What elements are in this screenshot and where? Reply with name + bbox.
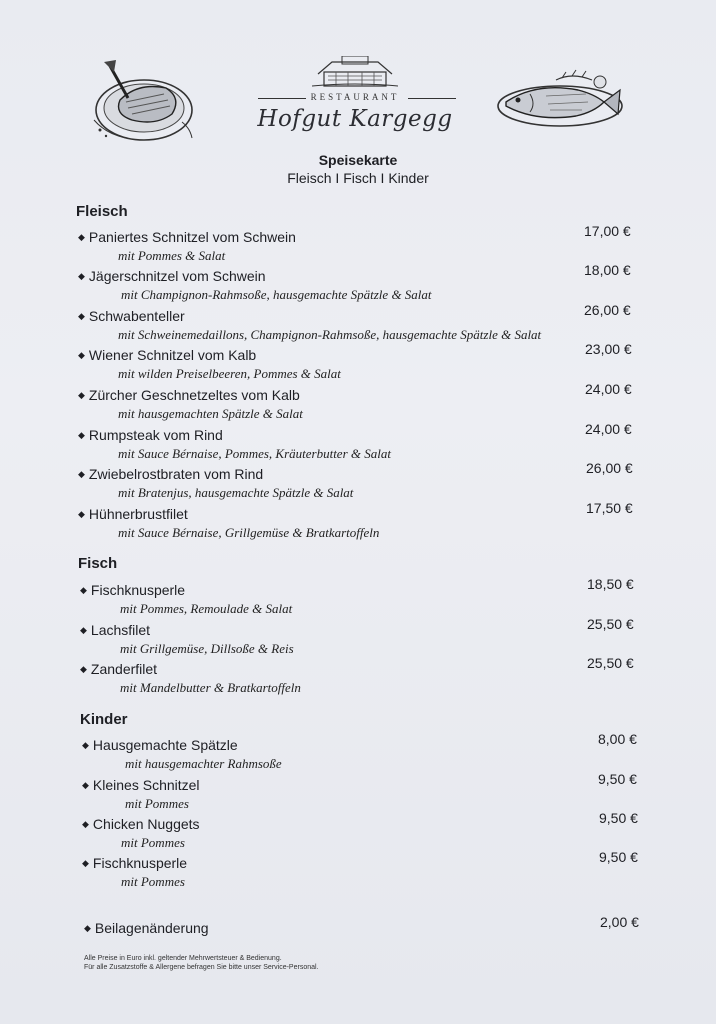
- brand-name: Hofgut Kargegg: [257, 106, 453, 132]
- bullet-icon: ◆: [82, 819, 89, 829]
- item-description: mit Schweinemedaillons, Champignon-Rahmsoße, hausgemachte Spätzle & Salat: [118, 327, 542, 342]
- section-title-fisch: Fisch: [78, 555, 118, 572]
- item-description: mit wilden Preiselbeeren, Pommes & Salat: [118, 366, 341, 381]
- menu-item: [80, 576, 660, 622]
- menu-item: [82, 731, 662, 777]
- item-price: 24,00 €: [585, 381, 632, 397]
- item-price: 9,50 €: [599, 849, 638, 865]
- item-name: Beilagenänderung: [94, 920, 209, 936]
- item-description: mit Pommes & Salat: [118, 248, 226, 263]
- menu-item: [80, 655, 660, 701]
- item-price: 17,50 €: [586, 500, 633, 516]
- menu-item-extra: [84, 914, 664, 960]
- item-name: Lachsfilet: [90, 622, 151, 638]
- menu-item: [78, 262, 658, 308]
- restaurant-label: RESTAURANT: [310, 92, 400, 102]
- bullet-icon: ◆: [82, 740, 89, 750]
- item-description: mit Sauce Bérnaise, Pommes, Kräuterbutter & Salat: [118, 446, 391, 461]
- item-price: 23,00 €: [585, 341, 632, 357]
- item-price: 9,50 €: [598, 771, 637, 787]
- bullet-icon: ◆: [78, 390, 85, 400]
- item-name: Zürcher Geschnetzeltes vom Kalb: [88, 387, 300, 403]
- section-title-kinder: Kinder: [80, 711, 128, 728]
- menu-item: [78, 223, 658, 269]
- item-price: 18,50 €: [587, 576, 634, 592]
- bullet-icon: ◆: [80, 625, 87, 635]
- bullet-icon: ◆: [78, 271, 85, 281]
- item-price: 17,00 €: [584, 223, 631, 239]
- item-price: 2,00 €: [600, 914, 639, 930]
- footnote-prices: Alle Preise in Euro inkl. geltender Mehrwertsteuer & Bedienung.: [84, 955, 282, 962]
- item-name: Kleines Schnitzel: [92, 777, 200, 793]
- item-price: 24,00 €: [585, 421, 632, 437]
- item-description: mit Pommes, Remoulade & Salat: [120, 601, 293, 616]
- item-name: Hausgemachte Spätzle: [92, 737, 238, 753]
- item-price: 8,00 €: [598, 731, 637, 747]
- item-price: 25,50 €: [587, 655, 634, 671]
- menu-item: [78, 500, 658, 546]
- bullet-icon: ◆: [78, 232, 85, 242]
- menu-subtitle: Fleisch I Fisch I Kinder: [287, 170, 429, 186]
- item-description: mit Pommes: [121, 835, 185, 850]
- restaurant-label-row: [250, 92, 460, 106]
- fish-illustration-icon: [496, 68, 626, 130]
- menu-item: [78, 421, 658, 467]
- bullet-icon: ◆: [80, 664, 87, 674]
- item-name: Jägerschnitzel vom Schwein: [88, 268, 266, 284]
- menu-item: [82, 810, 662, 856]
- item-description: mit Pommes: [125, 796, 189, 811]
- item-name: Zanderfilet: [90, 661, 158, 677]
- item-description: mit Pommes: [121, 874, 185, 889]
- item-name: Fischknusperle: [90, 582, 186, 598]
- right-rule: [408, 98, 456, 99]
- item-price: 18,00 €: [584, 262, 631, 278]
- item-description: mit hausgemachter Rahmsoße: [125, 756, 282, 771]
- item-price: 26,00 €: [586, 460, 633, 476]
- item-description: mit Mandelbutter & Bratkartoffeln: [120, 680, 301, 695]
- menu-item: [80, 616, 660, 662]
- menu-item: [82, 771, 662, 817]
- footnote-allergens: Für alle Zusatzstoffe & Allergene befragen Sie bitte unser Service-Personal.: [84, 964, 319, 971]
- item-description: mit Grillgemüse, Dillsoße & Reis: [120, 641, 294, 656]
- menu-title: Speisekarte: [318, 152, 398, 168]
- bullet-icon: ◆: [82, 780, 89, 790]
- item-description: mit Champignon-Rahmsoße, hausgemachte Spätzle & Salat: [121, 287, 432, 302]
- bullet-icon: ◆: [78, 469, 85, 479]
- item-name: Fischknusperle: [92, 855, 188, 871]
- section-title-fleisch: Fleisch: [76, 203, 128, 220]
- item-price: 9,50 €: [599, 810, 638, 826]
- item-price: 25,50 €: [587, 616, 634, 632]
- item-name: Rumpsteak vom Rind: [88, 427, 223, 443]
- steak-illustration-icon: [86, 58, 198, 148]
- bullet-icon: ◆: [78, 430, 85, 440]
- item-description: mit Bratenjus, hausgemachte Spätzle & Salat: [118, 485, 354, 500]
- bullet-icon: ◆: [82, 858, 89, 868]
- item-name: Zwiebelrostbraten vom Rind: [88, 466, 264, 482]
- menu-item: [78, 460, 658, 506]
- bullet-icon: ◆: [80, 585, 87, 595]
- item-description: mit hausgemachten Spätzle & Salat: [118, 406, 303, 421]
- item-price: 26,00 €: [584, 302, 631, 318]
- menu-item: [78, 381, 658, 427]
- bullet-icon: ◆: [78, 350, 85, 360]
- item-name: Paniertes Schnitzel vom Schwein: [88, 229, 296, 245]
- restaurant-logo: [250, 56, 460, 146]
- bullet-icon: ◆: [78, 509, 85, 519]
- item-name: Chicken Nuggets: [92, 816, 200, 832]
- bullet-icon: ◆: [78, 311, 85, 321]
- item-name: Hühnerbrustfilet: [88, 506, 188, 522]
- bullet-icon: ◆: [84, 923, 91, 933]
- house-logo-icon: [312, 56, 398, 88]
- item-name: Schwabenteller: [88, 308, 185, 324]
- menu-item: [78, 302, 658, 348]
- menu-item: [82, 849, 662, 895]
- menu-item: [78, 341, 658, 387]
- item-description: mit Sauce Bérnaise, Grillgemüse & Bratkartoffeln: [118, 525, 380, 540]
- item-name: Wiener Schnitzel vom Kalb: [88, 347, 257, 363]
